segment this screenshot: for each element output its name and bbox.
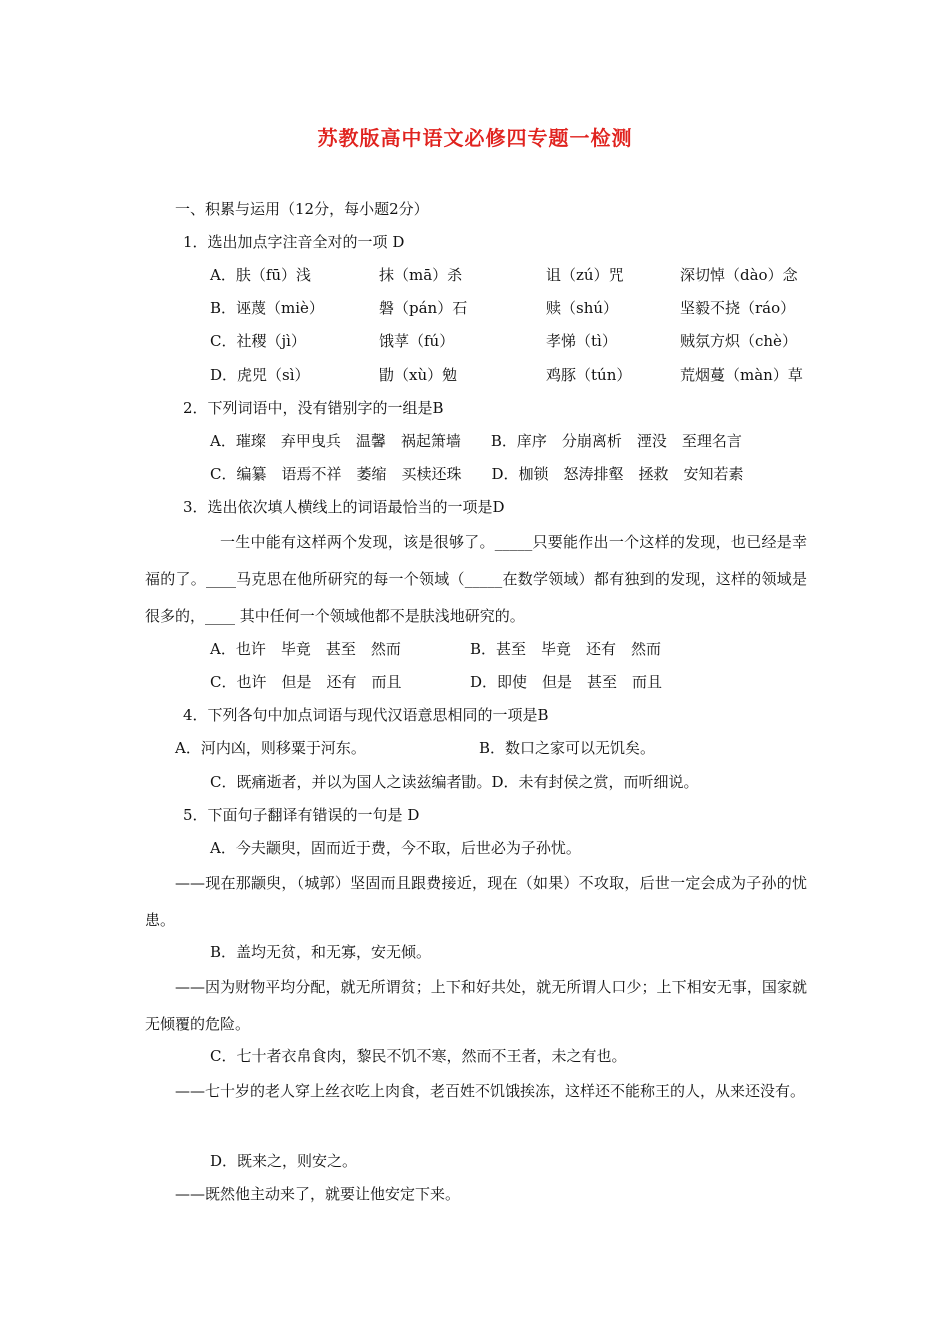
q1-option-cell: 饿莩（fú）: [379, 332, 455, 350]
q1-option-cell: C．社稷（jì）: [210, 332, 306, 350]
question-4-stem: 4．下列各句中加点词语与现代汉语意思相同的一项是B: [183, 706, 549, 724]
q2-options-line: A．璀璨 弃甲曳兵 温馨 祸起箫墙 B．庠序 分崩离析 湮没 至理名言: [210, 432, 742, 450]
section-heading: 一、积累与运用（12分，每小题2分）: [175, 200, 429, 218]
q1-option-cell: 磐（pán）石: [379, 299, 468, 317]
q1-option-cell: B．诬蔑（miè）: [210, 299, 324, 317]
q1-option-cell: 孝悌（tì）: [546, 332, 617, 350]
q5-source-sentence: B．盖均无贫，和无寡，安无倾。: [210, 943, 432, 961]
q1-option-cell: D．虎兕（sì）: [210, 366, 310, 384]
q1-option-cell: 贼氛方炽（chè）: [680, 332, 797, 350]
question-1-stem: 1．选出加点字注音全对的一项 D: [183, 233, 405, 251]
q2-options-line: C．编纂 语焉不祥 萎缩 买椟还珠 D．枷锁 怒涛排壑 拯救 安知若素: [210, 465, 744, 483]
q3-option: D．即使 但是 甚至 而且: [470, 673, 663, 691]
q1-option-cell: 深切悼（dào）念: [680, 266, 798, 284]
q5-source-sentence: D．既来之，则安之。: [210, 1152, 358, 1170]
question-2-stem: 2．下列词语中，没有错别字的一组是B: [183, 399, 444, 417]
q1-option-cell: 坚毅不挠（ráo）: [680, 299, 796, 317]
q4-option: C．既痛逝者，并以为国人之读兹编者勖。D．未有封侯之赏，而听细说。: [210, 773, 699, 791]
q3-option: B．甚至 毕竟 还有 然而: [470, 640, 662, 658]
q1-option-cell: 鸡豚（tún）: [546, 366, 632, 384]
q1-option-cell: 诅（zú）咒: [546, 266, 624, 284]
q5-translation: ——既然他主动来了，就要让他安定下来。: [175, 1185, 461, 1203]
q5-source-sentence: A．今夫颛臾，固而近于费，今不取，后世必为子孙忧。: [210, 839, 581, 857]
question-5-stem: 5．下面句子翻译有错误的一句是 D: [183, 806, 420, 824]
q4-option: A．河内凶，则移粟于河东。: [175, 739, 366, 757]
question-3-stem: 3．选出依次填人横线上的词语最恰当的一项是D: [183, 498, 505, 516]
q3-passage: 一生中能有这样两个发现，该是很够了。_____只要能作出一个这样的发现，也已经是幸福的了。____马克思在他所研究的每一个领域（_____在数学领域）都有独到的发现，这样的领域是很多的，____ 其中任何一个领域他都不是肤浅地研究的。: [145, 533, 807, 625]
q1-option-cell: 勖（xù）勉: [379, 366, 458, 384]
q5-translation: ——七十岁的老人穿上丝衣吃上肉食，老百姓不饥饿挨冻，这样还不能称王的人，从来还没有。: [175, 1082, 806, 1100]
document-title: 苏教版高中语文必修四专题一检测: [317, 126, 633, 150]
q1-option-cell: 赎（shú）: [546, 299, 619, 317]
q1-option-cell: 荒烟蔓（màn）草: [680, 366, 803, 384]
q5-translation: ——因为财物平均分配，就无所谓贫；上下和好共处，就无所谓人口少；上下相安无事，国家就无倾覆的危险。: [145, 978, 807, 1033]
q1-option-cell: 抹（mā）杀: [379, 266, 463, 284]
q1-option-cell: A．肤（fū）浅: [210, 266, 312, 284]
q5-source-sentence: C．七十者衣帛食肉，黎民不饥不寒，然而不王者，未之有也。: [210, 1047, 627, 1065]
q3-option: A．也许 毕竟 甚至 然而: [210, 640, 401, 658]
q4-option: B．数口之家可以无饥矣。: [479, 739, 656, 757]
q5-translation: ——现在那颛臾，（城郭）坚固而且跟费接近，现在（如果）不攻取，后世一定会成为子孙的忧患。: [145, 874, 807, 929]
q3-option: C．也许 但是 还有 而且: [210, 673, 402, 691]
